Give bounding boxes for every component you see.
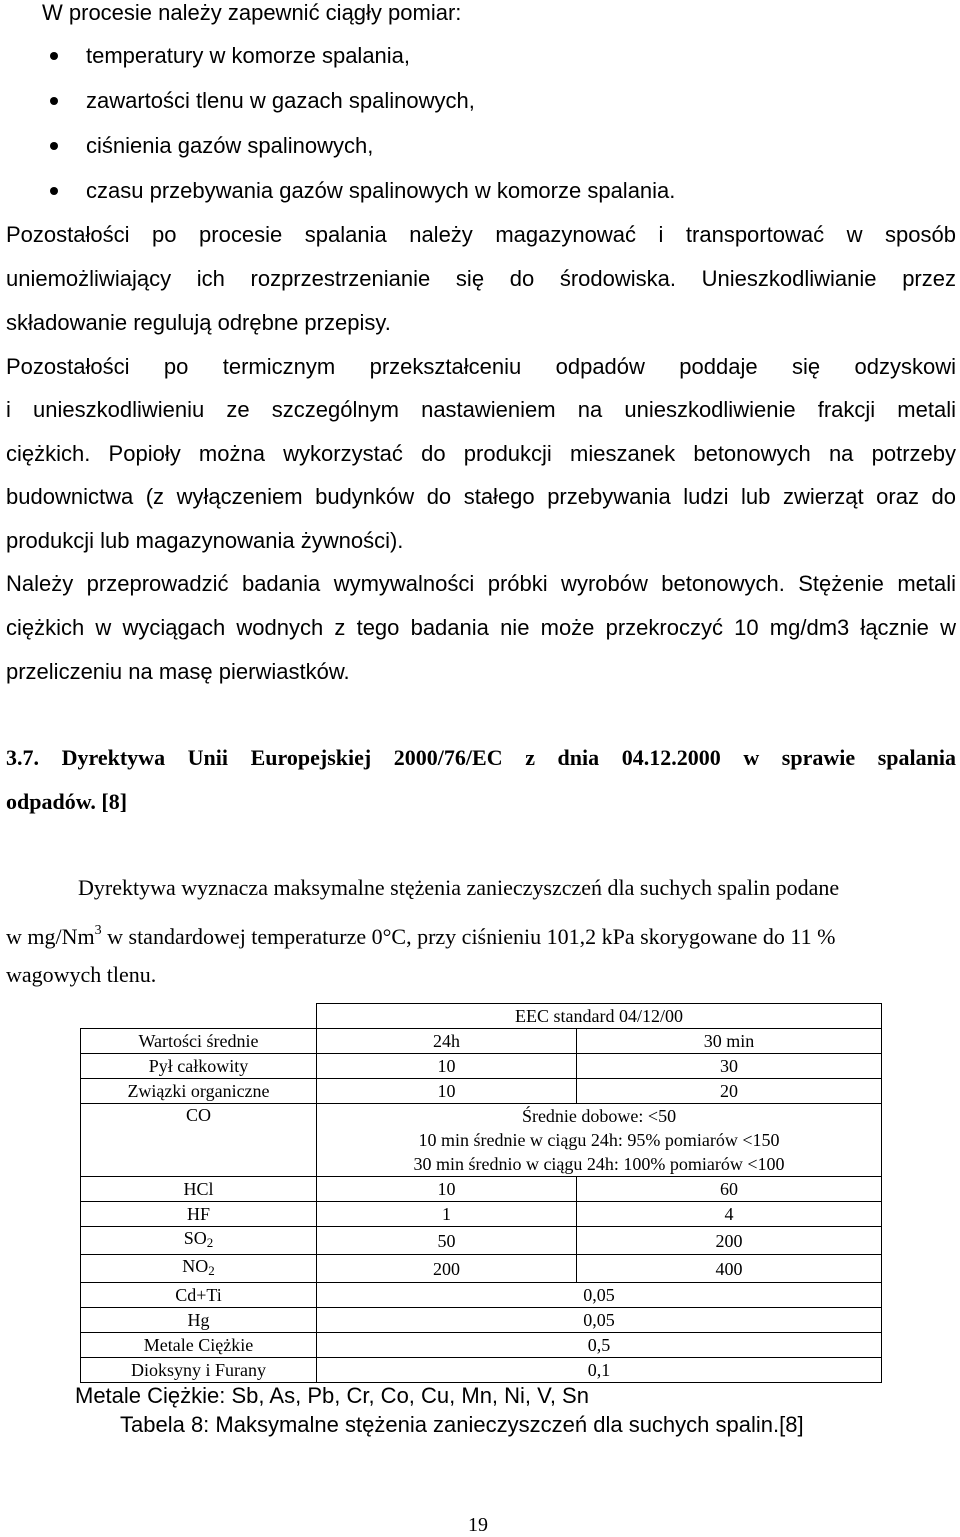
table-cell-name	[81, 1255, 317, 1283]
table-row	[81, 1054, 882, 1079]
paragraph-line: Dyrektywa wyznacza maksymalne stężenia zanieczyszczeń dla suchych spalin podane	[78, 875, 840, 900]
paragraph-line: przeliczeniu na masę pierwiastków.	[6, 659, 350, 684]
intro-text: W procesie należy zapewnić ciągły pomiar:	[42, 0, 462, 25]
table-header-standard: EEC standard 04/12/00	[317, 1004, 882, 1029]
paragraph-text: w standardowej temperaturze 0°C, przy ciśnieniu 101,2 kPa skorygowane do 11 %	[101, 924, 836, 949]
table-cell-24h: 10	[317, 1177, 577, 1202]
paragraph-line: uniemożliwiający ich rozprzestrzenianie się do środowiska. Unieszkodliwianie przez	[6, 266, 956, 291]
table-cell-name: HCl	[81, 1177, 317, 1202]
table-cell-name: Metale Ciężkie	[81, 1333, 317, 1358]
table-caption: Tabela 8: Maksymalne stężenia zanieczyszczeń dla suchych spalin.[8]	[120, 1412, 804, 1437]
paragraph-line: wagowych tlenu.	[6, 962, 157, 987]
bullet-item: czasu przebywania gazów spalinowych w komorze spalania.	[86, 178, 676, 203]
table-cell-30min: 60	[577, 1177, 882, 1202]
table-cell-name: Związki organiczne	[81, 1079, 317, 1104]
bullet-icon	[50, 52, 58, 60]
bullet-icon	[50, 187, 58, 195]
heading-line: 3.7. Dyrektywa Unii Europejskiej 2000/76/EC z dnia 04.12.2000 w sprawie spalania	[6, 745, 956, 770]
formula-subscript: 2	[208, 1263, 215, 1278]
formula-base: NO	[182, 1256, 209, 1276]
page-number: 19	[468, 1514, 488, 1536]
paragraph-line: Należy przeprowadzić badania wymywalności próbki wyrobów betonowych. Stężenie metali	[6, 571, 956, 596]
table-cell-30min: 400	[577, 1255, 882, 1283]
co-limit-line: 10 min średnie w ciągu 24h: 95% pomiarów <150	[418, 1130, 780, 1150]
unit-text: w mg/Nm	[6, 924, 95, 949]
table-row	[81, 1255, 882, 1283]
table-row	[81, 1333, 882, 1358]
table-note: Metale Ciężkie: Sb, As, Pb, Cr, Co, Cu, Mn, Ni, V, Sn	[75, 1383, 589, 1408]
bullet-item: temperatury w komorze spalania,	[86, 43, 411, 68]
unit-superscript: 3	[94, 923, 102, 938]
emission-limits-table	[80, 1003, 882, 1383]
heading-line: odpadów. [8]	[6, 789, 128, 814]
table-row	[81, 1029, 882, 1054]
table-header-24h: 24h	[317, 1029, 577, 1054]
formula-base: SO	[183, 1228, 207, 1248]
table-row	[81, 1004, 882, 1029]
paragraph-line: i unieszkodliwieniu ze szczególnym nastawieniem na unieszkodliwienie frakcji metali	[6, 397, 956, 422]
table-row	[81, 1202, 882, 1227]
table-cell-co-limits	[317, 1104, 882, 1177]
bullet-icon	[50, 97, 58, 105]
formula-subscript: 2	[206, 1235, 214, 1250]
bullet-icon	[50, 142, 58, 150]
bullet-item: zawartości tlenu w gazach spalinowych,	[86, 88, 475, 113]
table-cell-value: 0,05	[317, 1308, 882, 1333]
paragraph-line: składowanie regulują odrębne przepisy.	[6, 310, 391, 335]
table-cell-24h: 1	[317, 1202, 577, 1227]
table-cell-24h: 10	[317, 1054, 577, 1079]
paragraph-line: Pozostałości po termicznym przekształceniu odpadów poddaje się odzyskowi	[6, 354, 956, 379]
co-limit-line: Średnie dobowe: <50	[521, 1106, 677, 1126]
table-cell-24h: 200	[317, 1255, 577, 1283]
table-row	[81, 1227, 882, 1255]
table-cell-name	[81, 1227, 317, 1255]
table-cell-30min: 20	[577, 1079, 882, 1104]
table-cell-name: HF	[81, 1202, 317, 1227]
paragraph-line: ciężkich w wyciągach wodnych z tego badania nie może przekroczyć 10 mg/dm3 łącznie w	[6, 615, 956, 640]
paragraph-line: produkcji lub magazynowania żywności).	[6, 528, 404, 553]
paragraph-line: Pozostałości po procesie spalania należy magazynować i transportować w sposób	[6, 222, 956, 247]
table-cell-24h: 50	[317, 1227, 577, 1255]
table-cell-label: Wartości średnie	[81, 1029, 317, 1054]
table-cell-30min: 200	[577, 1227, 882, 1255]
table-row	[81, 1283, 882, 1308]
table-cell-24h: 10	[317, 1079, 577, 1104]
table-cell-name: Pył całkowity	[81, 1054, 317, 1079]
table-cell-name: Cd+Ti	[81, 1283, 317, 1308]
table-cell-name: CO	[81, 1104, 317, 1177]
paragraph-line: budownictwa (z wyłączeniem budynków do stałego przebywania ludzi lub zwierząt oraz do	[6, 484, 956, 509]
table-cell-empty	[81, 1004, 317, 1029]
table-header-30min: 30 min	[577, 1029, 882, 1054]
table-cell-value: 0,1	[317, 1358, 882, 1383]
table-row	[81, 1177, 882, 1202]
table-row	[81, 1358, 882, 1383]
table-cell-value: 0,5	[317, 1333, 882, 1358]
table-row	[81, 1104, 882, 1177]
bullet-item: ciśnienia gazów spalinowych,	[86, 133, 374, 158]
table-row	[81, 1079, 882, 1104]
table-cell-name: Dioksyny i Furany	[81, 1358, 317, 1383]
co-limit-line: 30 min średnio w ciągu 24h: 100% pomiarów <100	[413, 1154, 785, 1174]
table-cell-value: 0,05	[317, 1283, 882, 1308]
table-cell-30min: 4	[577, 1202, 882, 1227]
table-cell-30min: 30	[577, 1054, 882, 1079]
paragraph-line	[6, 918, 835, 950]
table-cell-name: Hg	[81, 1308, 317, 1333]
table-row	[81, 1308, 882, 1333]
paragraph-line: ciężkich. Popioły można wykorzystać do produkcji mieszanek betonowych na potrzeby	[6, 441, 956, 466]
